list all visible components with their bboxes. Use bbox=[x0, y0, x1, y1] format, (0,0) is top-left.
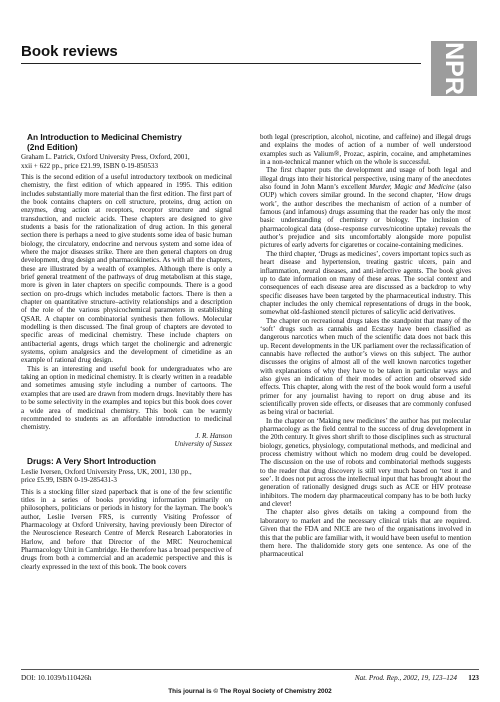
review2-paragraph-2-end: (also OUP) which covers similar ground. In the second chapter, ‘How drugs work’, the author describes the mechanism of action of a number of famous (and infamous) drugs assuming that the reader has only the most basic understanding of chemistry or biology. The inclusion of pharmacological data (dose–response curves/nicotine uptake) reveals the author’s prejudice and sits uncomfortably alongside more populist pictures of early adverts for cigarettes or cocaine-containing medicines. bbox=[260, 183, 471, 250]
review2-title: Drugs: A Very Short Introduction bbox=[27, 456, 156, 467]
npr-logo bbox=[431, 41, 477, 96]
review2-paragraph-2 bbox=[260, 166, 471, 249]
review1-paragraph-2: This is an interesting and useful book for undergraduates who are taking an option in medicinal chemistry. It is clearly written in a readable and sometimes amusing style including a number of cartoons. The examples that are used are drawn from modern drugs. Inevitably there has to be some selectivity in the examples and topics but this book does cover a wide area of medicinal chemistry. This book can be warmly recommended to students as an affordable introduction to medicinal chemistry. bbox=[21, 364, 232, 432]
review2-paragraph-3: The third chapter, ‘Drugs as medicines’, covers important topics such as heart disease and hypertension, treating gastric ulcers, pain and inflammation, neural diseases, and anti-infective agents. The book gives up to date information on many of these areas. The social context and consequences of each disease area are discussed as a backdrop to why specific diseases have been targeted by the pharmaceutical industry. This chapter includes the only chemical representations of drugs in the book, somewhat old-fashioned stencil pictures of salicylic acid derivatives. bbox=[260, 249, 471, 317]
logo-text: NPR bbox=[440, 42, 468, 95]
review2-paragraph-4: The chapter on recreational drugs takes the standpoint that many of the ‘soft’ drugs such as cannabis and Ecstasy have been classified as dangerous narcotics when much of the scientific data does not back this up. Recent developments in the UK parliament over the reclassification of cannabis have reflected the author’s views on this subject. The author discusses the origins of almost all of the well known narcotics together with explanations of why they have to be taken in particular ways and also gives an indication of their modes of action and observed side effects. This chapter, along with the rest of the book would form a useful primer for any journalist having to report on drug abuse and its scientifically proven side effects, or diseases that are commonly confused as being viral or bacterial. bbox=[260, 316, 471, 417]
footer-copyright: This journal is © The Royal Society of Chemistry 2002 bbox=[168, 688, 332, 695]
page-number: 123 bbox=[468, 674, 479, 682]
review1-paragraph-1: This is the second edition of a useful introductory textbook on medicinal chemistry, the first edition of which appeared in 1995. This edition includes substantially more material than the first edition. The first part of the book contains chapters on cell structure, proteins, drug action on enzymes, drug action at receptors, receptor structure and signal transduction, and nucleic acids. These chapters are designed to give students a basis for the rationalization of drug action. In this general section there is perhaps a need to give students some idea of basic human biology, the circulatory, endocrine and nervous system and some idea of where the major diseases strike. There are then general chapters on drug development, drug design and pharmacokinetics. As with all the chapters, these are illustrated by a wealth of examples. Although there is only a brief general treatment of the pathways of drug metabolism at this stage, more is given in later chapters on specific compounds. There is a good section on pro-drugs which includes metabolic factors. There is then a chapter on quantitative structure–activity relationships and a description of the role of the various physicochemical parameters in establishing QSAR. A chapter on combinatorial synthesis then follows. Molecular modelling is then discussed. The final group of chapters are devoted to specific areas of medicinal chemistry. These include chapters on antibacterial agents, drugs which target the cholinergic and adrenergic systems, opium analgesics and the development of cimetidine as an example of rational drug design. bbox=[21, 172, 232, 365]
footer-divider bbox=[21, 669, 479, 670]
right-column bbox=[260, 133, 471, 559]
footer-doi: DOI: 10.1039/b110426h bbox=[21, 674, 92, 682]
left-column bbox=[21, 133, 232, 571]
review2-meta-line1: Leslie Iversen, Oxford University Press, UK, 2001, 130 pp., bbox=[21, 467, 192, 476]
review1-title-line1: An Introduction to Medicinal Chemistry bbox=[27, 132, 182, 142]
review1-title-line2: (2nd Edition) bbox=[27, 141, 78, 152]
review1-meta-line1: Graham L. Patrick, Oxford University Press, Oxford, 2001, bbox=[21, 153, 190, 162]
header-divider bbox=[21, 63, 421, 64]
section-title: Book reviews bbox=[21, 43, 118, 60]
footer-journal-citation: Nat. Prod. Rep., 2002, 19, 123–124 bbox=[354, 674, 457, 682]
review2-paragraph-continued: both legal (prescription, alcohol, nicotine, and caffeine) and illegal drugs and explains the modes of action of a number of well understood examples such as Valium®, Prozac, aspirin, cocaine, and amphetamines in a non-technical manner which on the whole is successful. bbox=[260, 133, 471, 167]
review1-meta-line2: xxii + 622 pp., price £21.99, ISBN 0-19-850533 bbox=[21, 161, 158, 170]
review1-affiliation: University of Sussex bbox=[174, 439, 232, 448]
review2-paragraph-1: This is a stocking filler sized paperback that is one of the few scientific titles in a series of books providing information primarily on philosophers, politicians or periods in history for the layman. The book’s author, Leslie Iversen FRS, is currently Visiting Professor of Pharmacology at Oxford University, having previously been Director of the Neuroscience Research Centre of Merck Research Laboratories in Harlow, and before that Director of the MRC Neurochemical Pharmacology Unit in Cambridge. He therefore has a broad perspective of drugs from both a commercial and an academic perspective and this is clearly expressed in the text of this book. The book covers bbox=[21, 487, 232, 571]
book-title-reference: Murder, Magic and Medicine bbox=[369, 183, 455, 192]
review1-meta bbox=[21, 153, 232, 170]
review2-meta bbox=[21, 468, 232, 485]
review2-paragraph-5: In the chapter on ‘Making new medicines’ the author has put molecular pharmacology as the field central to the success of drug development in the 20th century. It gives short shrift to those disciplines such as structural biology, genetics, physiology, computational methods, and medicinal and process chemistry without which no modern drug could be developed. The discussion on the use of robots and combinatorial methods suggests to the reader that drug discovery is still very much based on ‘test it and see’. It does not put across the intellectual input that has brought about the generation of rationally designed drugs such as ACE or HIV protease inhibitors. The modern day pharmaceutical company has to be both lucky and clever! bbox=[260, 416, 471, 509]
review2-paragraph-2-start: The first chapter puts the development and usage of both legal and illegal drugs into their historical perspective, using many of the anecdotes also found in John Mann’s excellent bbox=[260, 166, 471, 192]
review2-meta-line2: price £5.99, ISBN 0-19-285431-3 bbox=[21, 476, 117, 485]
review2-paragraph-6: The chapter also gives details on taking a compound from the laboratory to market and the necessary clinical trials that are required. Given that the FDA and NICE are two of the organisations involved in this that the public are familiar with, it would have been useful to mention them here. The thalidomide story gets one sentence. As one of the pharmaceutical bbox=[260, 508, 471, 559]
review1-reviewer: J. R. Hanson bbox=[195, 431, 232, 440]
